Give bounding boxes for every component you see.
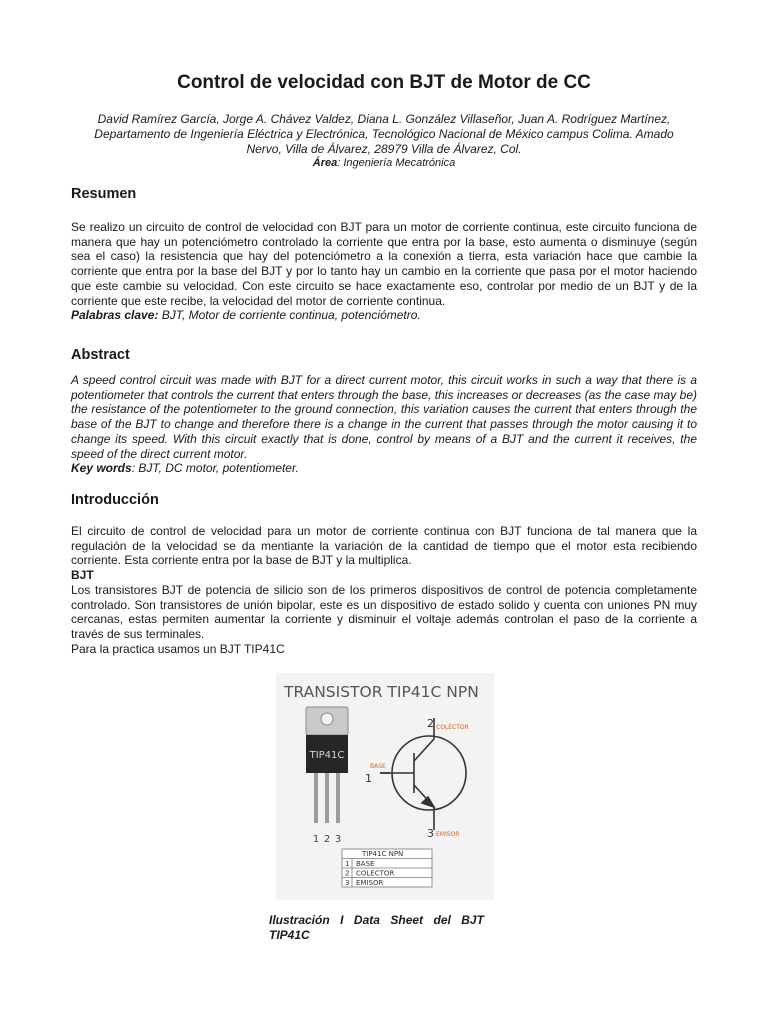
pin-table-row-2-name: COLECTOR bbox=[356, 869, 395, 878]
abstract-section bbox=[71, 373, 697, 476]
package-label: TIP41C bbox=[309, 750, 345, 761]
pin-table bbox=[342, 849, 432, 887]
emitter-pin-number: 3 bbox=[427, 827, 434, 840]
abstract-body: A speed control circuit was made with BJT for a direct current motor, this circuit works in such a way that there is a potentiometer that controls the current that enters through the base, this increases or decreases (as the case may be) the resistance of the potentiometer to the ground connection, this variation causes the current that enters through the base of the BJT to change and therefore there is a change in the current that passes through the motor causing it to change its speed. With this circuit exactly that is done, control by means of a BJT and the current it receives, the speed of the direct current motor. bbox=[71, 373, 697, 461]
abstract-keywords-value: : BJT, DC motor, potentiometer. bbox=[131, 461, 299, 476]
base-label: BASE bbox=[370, 763, 386, 770]
pin-table-row-1-name: BASE bbox=[356, 860, 375, 868]
transistor-figure bbox=[276, 673, 494, 900]
introduccion-body-3: Para la practica usamos un BJT TIP41C bbox=[71, 641, 285, 656]
caption-line-2: TIP41C bbox=[269, 927, 310, 942]
authors-line-3: Nervo, Villa de Álvarez, 28979 Villa de Álvarez, Col. bbox=[246, 142, 522, 156]
pin-table-header: TIP41C NPN bbox=[362, 850, 404, 858]
caption-word: I bbox=[340, 913, 344, 927]
area-line bbox=[40, 157, 728, 169]
collector-pin-number: 2 bbox=[427, 717, 434, 730]
authors-line-2: Departamento de Ingeniería Eléctrica y Electrónica, Tecnológico Nacional de México campus Colima. Amado bbox=[94, 127, 674, 141]
base-pin-number: 1 bbox=[365, 772, 372, 785]
resumen-heading: Resumen bbox=[71, 186, 137, 202]
caption-word: BJT bbox=[461, 913, 484, 927]
caption-word: Data bbox=[353, 913, 380, 927]
caption-word: Sheet bbox=[390, 913, 424, 927]
abstract-keywords bbox=[71, 461, 697, 476]
resumen-keywords-value: BJT, Motor de corriente continua, potenciómetro. bbox=[158, 308, 421, 323]
introduccion-heading: Introducción bbox=[71, 492, 159, 508]
authors-line-1: David Ramírez García, Jorge A. Chávez Valdez, Diana L. González Villaseñor, Juan A. Rodríguez Martínez, bbox=[97, 112, 671, 126]
figure-title: TRANSISTOR TIP41C NPN bbox=[284, 683, 479, 701]
pin-number-1: 1 bbox=[312, 834, 320, 845]
caption-word: del bbox=[433, 913, 451, 927]
introduccion-section bbox=[71, 524, 697, 656]
collector-label: COLECTOR bbox=[436, 724, 469, 731]
resumen-body: Se realizo un circuito de control de velocidad con BJT para un motor de corriente continua, este circuito funciona de manera que hay un potenciómetro controlado la corriente que entra por la base, esto aumenta o disminuye (según sea el caso) la resistencia que hay del potenciómetro a la conexión a tierra, esta variación hace que cambie la corriente que entra por la base del BJT y por lo tanto hay un cambio en la corriente que pasa por el motor haciendo que este cambie su velocidad. Con este circuito se hace exactamente eso, controlar por medio de un BJT y de la corriente que este recibe, la velocidad del motor de corriente continua. bbox=[71, 220, 697, 308]
abstract-heading: Abstract bbox=[71, 347, 130, 363]
pin-table-row-3-num: 3 bbox=[345, 879, 350, 887]
area-label: Área bbox=[312, 157, 338, 169]
abstract-keywords-label: Key words bbox=[71, 461, 132, 476]
to220-package-icon bbox=[306, 707, 348, 823]
pin-table-row-3-name: EMISOR bbox=[356, 879, 384, 887]
introduccion-body-1: El circuito de control de velocidad para un motor de corriente continua con BJT funciona de tal manera que la regulación de la velocidad se da mentiante la variación de la cantidad de tiempo que el motor esta recibiendo corriente. Esta corriente entra por la base de BJT y la multiplica. bbox=[71, 524, 697, 568]
figure-caption bbox=[269, 913, 484, 942]
introduccion-body-2: Los transistores BJT de potencia de silicio son de los primeros dispositivos de control de potencia completamente controlado. Son transistores de unión bipolar, este es un dispositivo de estado solido y cuenta con uniones PN muy cercanas, estas permiten aumentar la corriente y disminuir el voltaje además controlan el paso de la corriente a través de sus terminales. bbox=[71, 582, 697, 641]
pin-table-row-2-num: 2 bbox=[345, 869, 350, 878]
resumen-section bbox=[71, 220, 697, 323]
resumen-keywords-label: Palabras clave: bbox=[71, 308, 159, 323]
transistor-diagram bbox=[276, 673, 494, 900]
pin-number-2: 2 bbox=[323, 834, 331, 845]
pin-number-3: 3 bbox=[334, 834, 342, 845]
author-block bbox=[66, 112, 702, 157]
pin-table-row-1-num: 1 bbox=[345, 860, 350, 868]
caption-word: Ilustración bbox=[269, 913, 330, 927]
emitter-label: EMISOR bbox=[436, 831, 460, 838]
area-value: : Ingeniería Mecatrónica bbox=[337, 157, 456, 169]
resumen-keywords bbox=[71, 308, 697, 323]
npn-symbol-icon bbox=[380, 718, 466, 830]
caption-line-1 bbox=[269, 913, 484, 928]
paper-title: Control de velocidad con BJT de Motor de CC bbox=[177, 72, 591, 93]
bjt-subheading: BJT bbox=[71, 568, 94, 583]
